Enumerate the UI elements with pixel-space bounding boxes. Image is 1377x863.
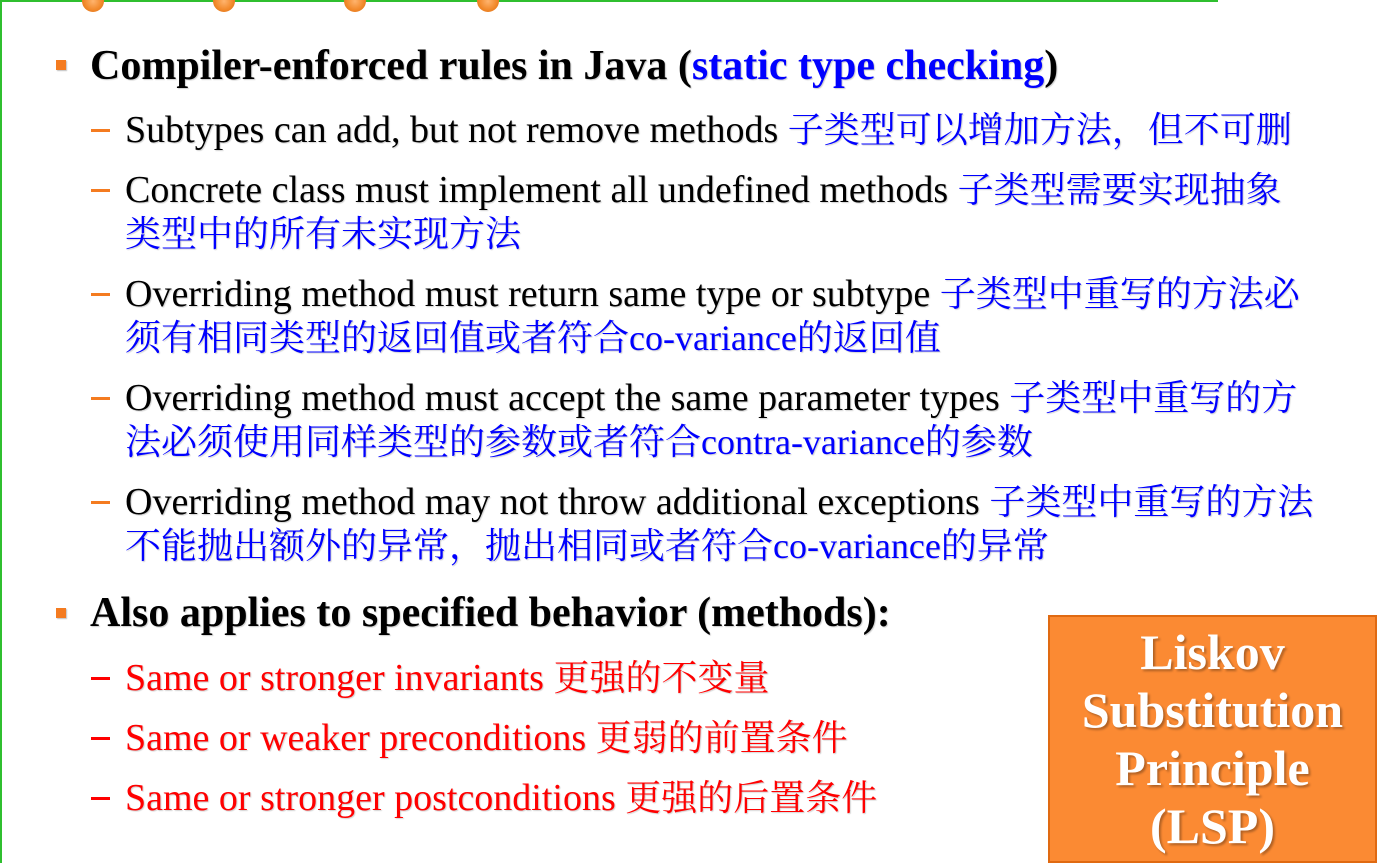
rule-item xyxy=(125,376,1315,464)
rule-item xyxy=(125,480,1315,568)
decorative-dot-icon xyxy=(213,0,235,12)
heading-lead-text: Compiler-enforced rules in Java ( xyxy=(90,43,692,89)
decorative-dot-icon xyxy=(82,0,104,12)
rule-item xyxy=(125,168,1315,256)
behavior-item xyxy=(125,656,1025,700)
bullet-square-icon xyxy=(56,608,66,618)
behavior-text-zh: 更弱的前置条件 xyxy=(595,718,848,758)
dash-bullet-icon xyxy=(91,189,110,192)
behavior-item xyxy=(125,776,1025,820)
dash-bullet-icon xyxy=(91,293,110,296)
dash-bullet-icon xyxy=(91,129,110,132)
behavior-item xyxy=(125,716,1025,760)
heading-trail-text: ) xyxy=(1044,43,1059,89)
behavior-text-en: Same or weaker preconditions xyxy=(125,717,587,759)
rule-item xyxy=(125,108,1315,152)
callout-line: Substitution xyxy=(1081,682,1344,738)
rule-text-en: Subtypes can add, but not remove methods xyxy=(125,109,779,151)
callout-line: (LSP) xyxy=(1150,798,1275,854)
behavior-text-en: Same or stronger postconditions xyxy=(125,777,616,819)
decorative-dot-icon xyxy=(477,0,499,12)
rule-text-zh: 子类型需要实现抽象类型中的所有未实现方法 xyxy=(125,170,1282,254)
dash-bullet-icon xyxy=(91,677,110,680)
heading-highlight-text: static type checking xyxy=(691,43,1045,89)
rule-text-en: Overriding method must accept the same parameter types xyxy=(125,377,1000,419)
dash-bullet-icon xyxy=(91,797,110,800)
rule-text-zh: 子类型中重写的方法不能抛出额外的异常，抛出相同或者符合co-variance的异常 xyxy=(125,482,1314,566)
left-border-line xyxy=(0,0,2,863)
rule-text-zh: 子类型可以增加方法，但不可删 xyxy=(787,110,1292,150)
top-border-line xyxy=(0,0,1218,2)
rule-text-en: Concrete class must implement all undefined methods xyxy=(125,169,949,211)
callout-line: Liskov xyxy=(1140,624,1285,680)
rule-text-zh: 子类型中重写的方法必须使用同样类型的参数或者符合contra-variance的参数 xyxy=(125,378,1298,462)
lsp-callout-box xyxy=(1048,615,1377,863)
dash-bullet-icon xyxy=(91,397,110,400)
rule-text-en: Overriding method must return same type or subtype xyxy=(125,273,931,315)
behavior-text-en: Same or stronger invariants xyxy=(125,657,544,699)
section-heading-behavior: Also applies to specified behavior (methods): xyxy=(90,590,891,636)
decorative-dot-icon xyxy=(344,0,366,12)
callout-line: Principle xyxy=(1115,740,1310,796)
rule-item xyxy=(125,272,1315,360)
rule-text-zh: 子类型中重写的方法必须有相同类型的返回值或者符合co-variance的返回值 xyxy=(125,274,1300,358)
dash-bullet-icon xyxy=(91,737,110,740)
behavior-text-zh: 更强的后置条件 xyxy=(625,778,878,818)
behavior-text-zh: 更强的不变量 xyxy=(553,658,770,698)
section-heading-compiler-rules xyxy=(90,42,1058,90)
bullet-square-icon xyxy=(56,60,66,70)
rule-text-en: Overriding method may not throw additional exceptions xyxy=(125,481,980,523)
dash-bullet-icon xyxy=(91,501,110,504)
